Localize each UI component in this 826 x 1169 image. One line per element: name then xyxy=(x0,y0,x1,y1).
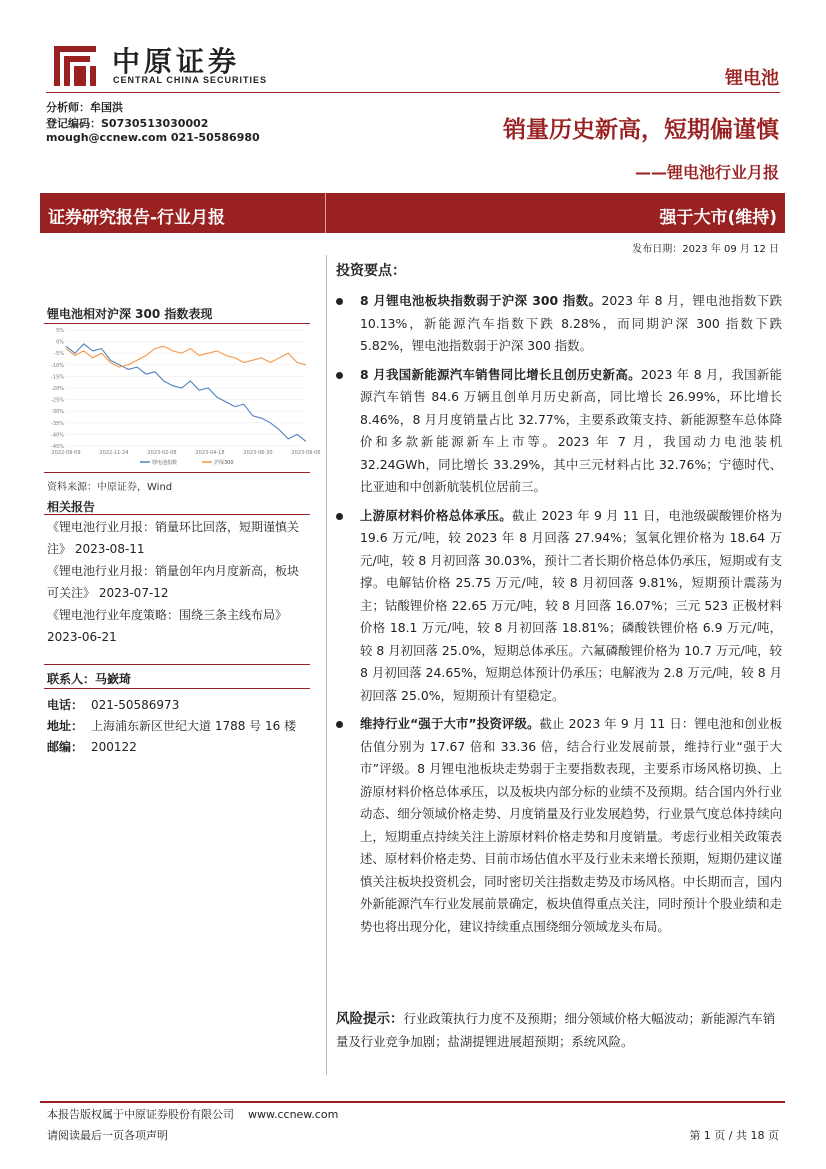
contact-address-line xyxy=(47,717,296,734)
page-number: 第 1 页 / 共 18 页 xyxy=(689,1129,779,1142)
related-report-link[interactable]: 《锂电池行业月报：销量创年内月度新高，板块可关注》 2023-07-12 xyxy=(47,564,300,600)
y-tick-label: -35% xyxy=(51,420,64,427)
y-tick-label: 0% xyxy=(56,339,64,346)
bullet-icon xyxy=(336,298,343,305)
registration-line xyxy=(46,115,208,131)
bullet-icon xyxy=(336,721,343,728)
risk-notice xyxy=(336,1008,782,1053)
x-tick-label: 2023-02-08 xyxy=(147,450,177,456)
key-point-head: 上游原材料价格总体承压。 xyxy=(360,507,512,523)
related-reports-title: 相关报告 xyxy=(47,500,96,514)
registration-code: S0730513030002 xyxy=(101,117,209,130)
registration-label: 登记编码： xyxy=(46,117,101,130)
chart-title: 锂电池相对沪深 300 指数表现 xyxy=(47,307,213,321)
contact-phone-line xyxy=(47,696,179,713)
company-name-en: CENTRAL CHINA SECURITIES xyxy=(113,75,268,85)
banner-separator xyxy=(325,193,326,233)
x-tick-label: 2023-09-06 xyxy=(291,450,321,456)
sector-label: 锂电池 xyxy=(725,68,779,89)
analyst-name: 牟国洪 xyxy=(90,101,123,114)
legend-label: 沪深300 xyxy=(214,460,234,466)
rating: 强于大市(维持) xyxy=(659,208,777,228)
bullet-icon xyxy=(336,513,343,520)
legend-label: 锂电池指数 xyxy=(152,460,178,466)
related-report-link[interactable]: 《锂电池行业年度策略：围绕三条主线布局》 2023-06-21 xyxy=(47,608,288,644)
y-tick-label: -40% xyxy=(51,432,64,439)
company-logo-icon xyxy=(50,42,100,90)
address-value: 上海浦东新区世纪大道 1788 号 16 楼 xyxy=(91,719,297,733)
key-point-head: 8 月我国新能源汽车销售同比增长且创历史新高。 xyxy=(360,366,641,382)
key-point-body: 截止 2023 年 9 月 11 日：锂电池和创业板估值分别为 17.67 倍和 33.36 倍，结合行业发展前景，维持行业“强于大市”评级。8 月锂电池板块走势弱于主要指数表现，主要系市场风格切换、上游原材料价格总体承压，以及板块内部分标的业绩不及预期。结合国内外行业动态、细分领域价格走势、月度销量及行业发展趋势，行业景气度总体持续向上，短期重点持续关注上游原材料价格走势和月度销量。考虑行业相关政策表述、原材料价格走势、目前市场估值水平及行业未来增长预期，短期仍建议谨慎关注板块投资机会，同时密切关注指数走势及市场风格。中长期而言，国内外新能源汽车行业发展前景确定，板块值得重点关注，同时预计个股业绩和走势也将出现分化，建议持续重点围绕细分领域龙头布局。 xyxy=(360,716,782,934)
zip-value: 200122 xyxy=(91,740,137,754)
y-tick-label: 5% xyxy=(56,328,64,334)
key-points-title: 投资要点： xyxy=(336,263,406,279)
x-tick-label: 2022-11-24 xyxy=(99,450,129,456)
copyright-text: 本报告版权属于中原证券股份有限公司 xyxy=(47,1108,234,1121)
y-tick-label: -5% xyxy=(54,351,64,358)
footer-rule xyxy=(40,1101,785,1103)
risk-head: 风险提示： xyxy=(336,1011,404,1027)
x-tick-label: 2022-09-09 xyxy=(51,450,81,456)
y-tick-label: -10% xyxy=(51,362,64,369)
chart-source: 资料来源：中原证券，Wind xyxy=(47,482,173,493)
contact-zip-line xyxy=(47,738,137,755)
website-link[interactable]: www.ccnew.com xyxy=(248,1108,339,1121)
column-divider xyxy=(326,255,327,1075)
address-label: 地址： xyxy=(47,719,84,733)
contact-name: 马嶔琦 xyxy=(95,672,132,686)
report-title: 销量历史新高，短期偏谨慎 xyxy=(503,117,779,143)
phone-value: 021-50586973 xyxy=(91,698,180,712)
contact-label: 联系人： xyxy=(47,672,96,686)
y-tick-label: -30% xyxy=(51,409,64,416)
bullet-icon xyxy=(336,372,343,379)
key-points-list xyxy=(336,290,782,944)
key-point-body: 截止 2023 年 9 月 11 日，电池级碳酸锂价格为 19.6 万元/吨，较 2023 年 8 月回落 27.94%；氢氧化锂价格为 18.64 万元/吨，较 8 月初回落 30.03%，预计二者长期价格总体仍承压，短期或有支撑。电解钴价格 25.75 万元/吨，较 8 月初回落 9.81%，短期预计震荡为主；钴酸锂价格 22.65 万元/吨，较 8 月回落 16.07%；三元 523 正极材料价格 18.1 万元/吨，较 8 月初回落 18.81%；磷酸铁锂价格 6.9 万元/吨，较 8 月初回落 25.0%，短期总体承压。六氟磷酸锂价格为 10.7 万元/吨，较 8 月初回落 24.65%，短期总体预计仍承压；电解液为 2.8 万元/吨，较 8 月初回落 25.0%，短期预计有望稳定。 xyxy=(360,507,782,703)
report-subtitle: ——锂电池行业月报 xyxy=(634,163,779,182)
contact-person xyxy=(47,670,131,687)
contact-bottom-rule xyxy=(44,688,310,689)
y-tick-label: -45% xyxy=(51,444,64,450)
header-divider xyxy=(46,92,780,93)
y-tick-label: -25% xyxy=(51,397,64,404)
key-point xyxy=(336,364,782,499)
related-report-link[interactable]: 《锂电池行业月报：销量环比回落，短期谨慎关注》 2023-08-11 xyxy=(47,520,300,556)
key-point-head: 维持行业“强于大市”投资评级。 xyxy=(360,716,540,731)
x-tick-label: 2023-04-18 xyxy=(195,450,225,456)
chart-bottom-rule xyxy=(44,472,310,473)
y-tick-label: -20% xyxy=(51,386,64,392)
report-type: 证券研究报告-行业月报 xyxy=(48,208,226,228)
analyst-contact: mough@ccnew.com 021-50586980 xyxy=(46,131,260,144)
series-line xyxy=(66,344,306,442)
performance-chart xyxy=(44,326,321,470)
risk-body: 行业政策执行力度不及预期；细分领域价格大幅波动；新能源汽车销量及行业竞争加剧；盐湖提锂进展超预期；系统风险。 xyxy=(336,1011,776,1049)
key-point-head: 8 月锂电池板块指数弱于沪深 300 指数。 xyxy=(360,293,602,308)
key-point xyxy=(336,713,782,938)
key-point-body: 2023 年 8 月，我国新能源汽车销售 84.6 万辆且创单月历史新高，同比增长 26.99%，环比增长 8.46%，8 月月度销量占比 32.77%，主要系政策支持、新能源整车总体降价和多款新能源新车上市等。2023 年 7 月，我国动力电池装机 32.24GWh，同比增长 33.29%，其中三元材料占比 32.76%；宁德时代、比亚迪和中创新航装机位居前三。 xyxy=(360,366,783,494)
analyst-label: 分析师： xyxy=(46,101,90,114)
footer-disclaimer: 请阅读最后一页各项声明 xyxy=(47,1129,168,1142)
chart-top-rule xyxy=(44,323,310,324)
zip-label: 邮编： xyxy=(47,740,84,754)
x-tick-label: 2023-06-30 xyxy=(243,450,273,456)
key-point xyxy=(336,290,782,358)
analyst-line xyxy=(46,99,123,115)
related-reports-rule xyxy=(44,514,310,515)
footer-copyright-line xyxy=(47,1106,338,1122)
publish-date: 发布日期：2023 年 09 月 12 日 xyxy=(632,244,779,255)
y-tick-label: -15% xyxy=(51,374,64,381)
key-point xyxy=(336,505,782,708)
key-point-body: 2023 年 8 月，锂电池指数下跌 10.13%，新能源汽车指数下跌 8.28%，而同期沪深 300 指数下跌 5.82%，锂电池指数弱于沪深 300 指数。 xyxy=(360,293,783,353)
phone-label: 电话： xyxy=(47,698,84,712)
company-name-cn: 中原证券 xyxy=(112,45,241,78)
contact-top-rule xyxy=(44,664,310,665)
